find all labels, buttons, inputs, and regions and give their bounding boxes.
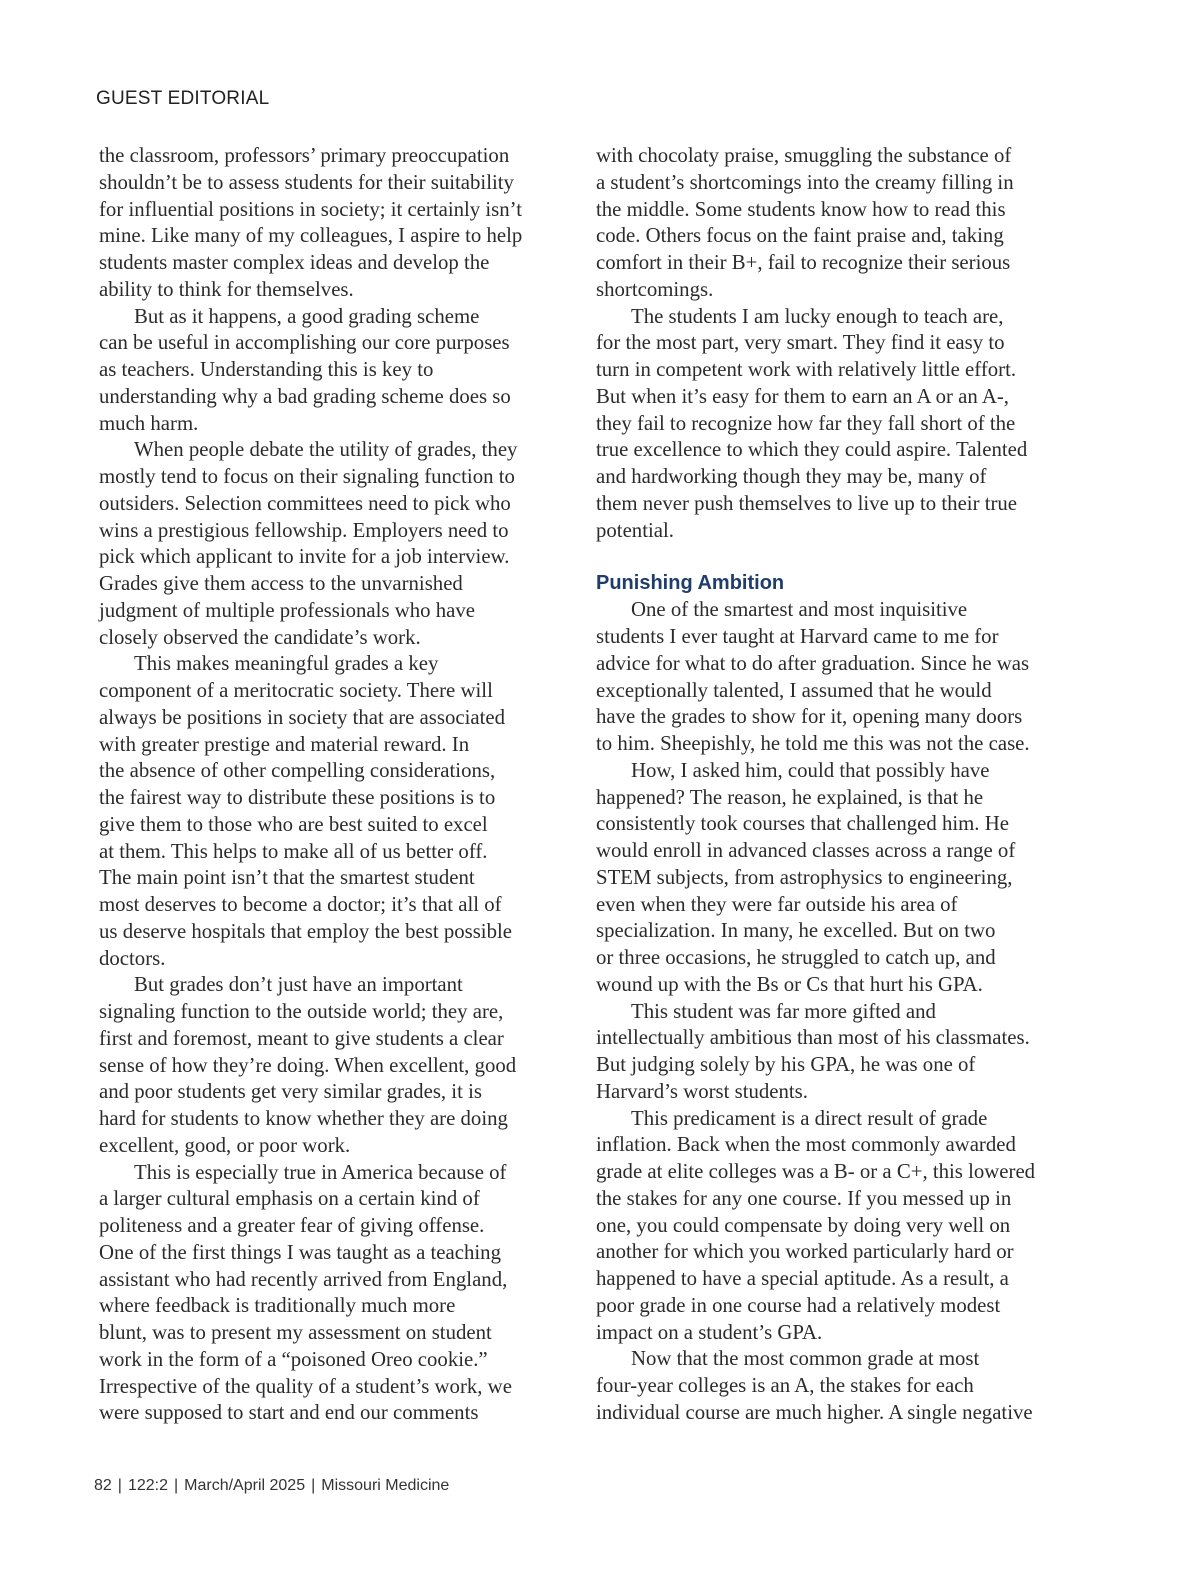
paragraph: This is especially true in America because of a larger cultural emphasis on a certain kind of politeness and a greater fear of giving offense. One of the first things I was taught as a teaching assistant who had recently arrived from England, where feedback is traditionally much more blunt, was to present my assessment on student work in the form of a “poisoned Oreo cookie.” Irrespective of the quality of a student’s work, we were supposed to start and end our comments xyxy=(99,1160,512,1425)
page-footer xyxy=(94,1477,449,1495)
issue-number: 122:2 xyxy=(127,1477,168,1494)
left-column xyxy=(99,143,544,1427)
paragraph: But as it happens, a good grading scheme can be useful in accomplishing our core purposes as teachers. Understanding this is key to understanding why a bad grading scheme does so much harm. xyxy=(99,304,511,435)
paragraph: But grades don’t just have an important signaling function to the outside world; they are, first and foremost, meant to give students a clear sense of how they’re doing. When excellent, good and poor students get very similar grades, it is hard for students to know whether they are doing excellent, good, or poor work. xyxy=(99,973,517,1157)
issue-date: March/April 2025 xyxy=(184,1477,306,1494)
paragraph: with chocolaty praise, smuggling the substance of a student’s shortcomings into the creamy filling in the middle. Some students know how to read this code. Others focus on the faint praise and, taking comfort in their B+, fail to recognize their serious shortcomings. xyxy=(596,144,1014,301)
paragraph: This student was far more gifted and intellectually ambitious than most of his classmates. But judging solely by his GPA, he was one of Harvard’s worst students. xyxy=(596,999,1030,1103)
footer-separator: | xyxy=(117,1477,122,1494)
section-heading: Punishing Ambition xyxy=(596,572,785,595)
right-column xyxy=(596,143,1056,1427)
paragraph: the classroom, professors’ primary preoccupation shouldn’t be to assess students for their suitability for influential positions in society; it certainly isn’t mine. Like many of my colleagues, I aspire to help students master complex ideas and develop the ability to think for themselves. xyxy=(99,144,523,301)
paragraph: Now that the most common grade at most four-year colleges is an A, the stakes for each individual course are much higher. A single negative xyxy=(596,1347,1033,1424)
paragraph: When people debate the utility of grades, they mostly tend to focus on their signaling function to outsiders. Selection committees need to pick who wins a prestigious fellowship. Employers need to pick which applicant to invite for a job interview. Grades give them access to the unvarnished judgment of multiple professionals who have closely observed the candidate’s work. xyxy=(99,438,518,649)
paragraph: This makes meaningful grades a key component of a meritocratic society. There will always be positions in society that are associated with greater prestige and material reward. In the absence of other compelling considerations, the fairest way to distribute these positions is to give them to those who are best suited to excel at them. This helps to make all of us better off. The main point isn’t that the smartest student most deserves to become a doctor; it’s that all of us deserve hospitals that employ the best possible doctors. xyxy=(99,652,512,970)
section-label: GUEST EDITORIAL xyxy=(96,88,270,109)
page-number: 82 xyxy=(94,1477,112,1494)
paragraph: This predicament is a direct result of grade inflation. Back when the most commonly awarded grade at elite colleges was a B- or a C+, this lowered the stakes for any one course. If you messed up in one, you could compensate by doing very well on another for which you worked particularly hard or happened to have a special aptitude. As a result, a poor grade in one course had a relatively modest impact on a student’s GPA. xyxy=(596,1106,1036,1344)
paragraph: The students I am lucky enough to teach are, for the most part, very smart. They find it easy to turn in competent work with relatively little effort. But when it’s easy for them to earn an A or an A-, they fail to recognize how far they fall short of the true excellence to which they could aspire. Talented and hardworking though they may be, many of them never push themselves to live up to their true potential. xyxy=(596,304,1028,542)
journal-name: Missouri Medicine xyxy=(321,1477,450,1494)
paragraph: One of the smartest and most inquisitive students I ever taught at Harvard came to me for advice for what to do after graduation. Since he was exceptionally talented, I assumed that he would have the grades to show for it, opening many doors to him. Sheepishly, he told me this was not the case. xyxy=(596,598,1030,755)
paragraph: How, I asked him, could that possibly have happened? The reason, he explained, is that he consistently took courses that challenged him. He would enroll in advanced classes across a range of STEM subjects, from astrophysics to engineering, even when they were far outside his area of specialization. In many, he excelled. But on two or three occasions, he struggled to catch up, and wound up with the Bs or Cs that hurt his GPA. xyxy=(596,758,1016,996)
footer-separator: | xyxy=(174,1477,179,1494)
footer-separator: | xyxy=(311,1477,316,1494)
